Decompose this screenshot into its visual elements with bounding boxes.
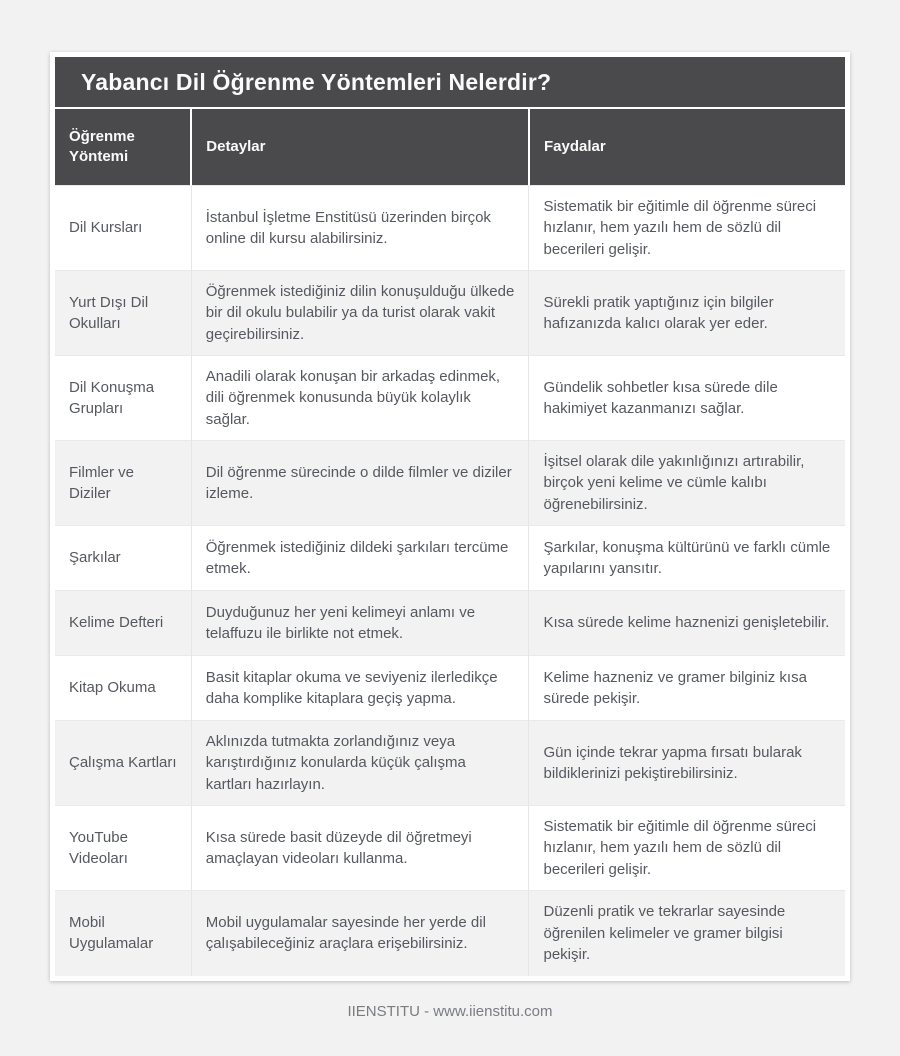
benefits-cell: Kısa sürede kelime haznenizi genişletebilir.: [529, 591, 845, 656]
benefits-cell: İşitsel olarak dile yakınlığınızı artırabilir, birçok yeni kelime ve cümle kalıbı öğrenebilirsiniz.: [529, 441, 845, 526]
details-cell: Anadili olarak konuşan bir arkadaş edinmek, dili öğrenmek konusunda büyük kolaylık sağlar.: [191, 356, 529, 441]
benefits-cell: Sistematik bir eğitimle dil öğrenme süreci hızlanır, hem yazılı hem de sözlü dil becerileri gelişir.: [529, 186, 845, 271]
details-cell: Kısa sürede basit düzeyde dil öğretmeyi amaçlayan videoları kullanma.: [191, 806, 529, 891]
benefits-cell: Sistematik bir eğitimle dil öğrenme süreci hızlanır, hem yazılı hem de sözlü dil becerileri gelişir.: [529, 806, 845, 891]
benefits-cell: Kelime hazneniz ve gramer bilginiz kısa sürede pekişir.: [529, 656, 845, 721]
method-cell: Kitap Okuma: [55, 656, 191, 721]
table-row: [55, 591, 845, 656]
methods-table: [55, 109, 845, 976]
table-row: [55, 891, 845, 976]
infographic-card: [50, 52, 850, 981]
benefits-cell: Gün içinde tekrar yapma fırsatı bularak bildiklerinizi pekiştirebilirsiniz.: [529, 721, 845, 806]
benefits-cell: Gündelik sohbetler kısa sürede dile hakimiyet kazanmanızı sağlar.: [529, 356, 845, 441]
table-row: [55, 806, 845, 891]
table-row: [55, 721, 845, 806]
table-row: [55, 186, 845, 271]
method-cell: Çalışma Kartları: [55, 721, 191, 806]
benefits-cell: Sürekli pratik yaptığınız için bilgiler hafızanızda kalıcı olarak yer eder.: [529, 271, 845, 356]
details-cell: İstanbul İşletme Enstitüsü üzerinden birçok online dil kursu alabilirsiniz.: [191, 186, 529, 271]
details-cell: Basit kitaplar okuma ve seviyeniz ilerledikçe daha komplike kitaplara geçiş yapma.: [191, 656, 529, 721]
table-row: [55, 656, 845, 721]
table-row: [55, 271, 845, 356]
method-cell: Dil Kursları: [55, 186, 191, 271]
details-cell: Mobil uygulamalar sayesinde her yerde dil çalışabileceğiniz araçlara erişebilirsiniz.: [191, 891, 529, 976]
method-cell: Kelime Defteri: [55, 591, 191, 656]
column-header-method: Öğrenme Yöntemi: [55, 109, 191, 186]
method-cell: YouTube Videoları: [55, 806, 191, 891]
column-header-benefits: Faydalar: [529, 109, 845, 186]
details-cell: Öğrenmek istediğiniz dildeki şarkıları tercüme etmek.: [191, 526, 529, 591]
table-row: [55, 526, 845, 591]
page-title: Yabancı Dil Öğrenme Yöntemleri Nelerdir?: [55, 57, 845, 107]
details-cell: Duyduğunuz her yeni kelimeyi anlamı ve telaffuzu ile birlikte not etmek.: [191, 591, 529, 656]
method-cell: Yurt Dışı Dil Okulları: [55, 271, 191, 356]
table-row: [55, 356, 845, 441]
benefits-cell: Şarkılar, konuşma kültürünü ve farklı cümle yapılarını yansıtır.: [529, 526, 845, 591]
details-cell: Öğrenmek istediğiniz dilin konuşulduğu ülkede bir dil okulu bulabilir ya da turist olarak vakit geçirebilirsiniz.: [191, 271, 529, 356]
method-cell: Filmler ve Diziler: [55, 441, 191, 526]
method-cell: Şarkılar: [55, 526, 191, 591]
method-cell: Mobil Uygulamalar: [55, 891, 191, 976]
table-row: [55, 441, 845, 526]
table-header-row: [55, 109, 845, 186]
footer-credit: IIENSTITU - www.iienstitu.com: [347, 1002, 553, 1020]
details-cell: Aklınızda tutmakta zorlandığınız veya karıştırdığınız konularda küçük çalışma kartları hazırlayın.: [191, 721, 529, 806]
benefits-cell: Düzenli pratik ve tekrarlar sayesinde öğrenilen kelimeler ve gramer bilgisi pekişir.: [529, 891, 845, 976]
method-cell: Dil Konuşma Grupları: [55, 356, 191, 441]
details-cell: Dil öğrenme sürecinde o dilde filmler ve diziler izleme.: [191, 441, 529, 526]
column-header-details: Detaylar: [191, 109, 529, 186]
